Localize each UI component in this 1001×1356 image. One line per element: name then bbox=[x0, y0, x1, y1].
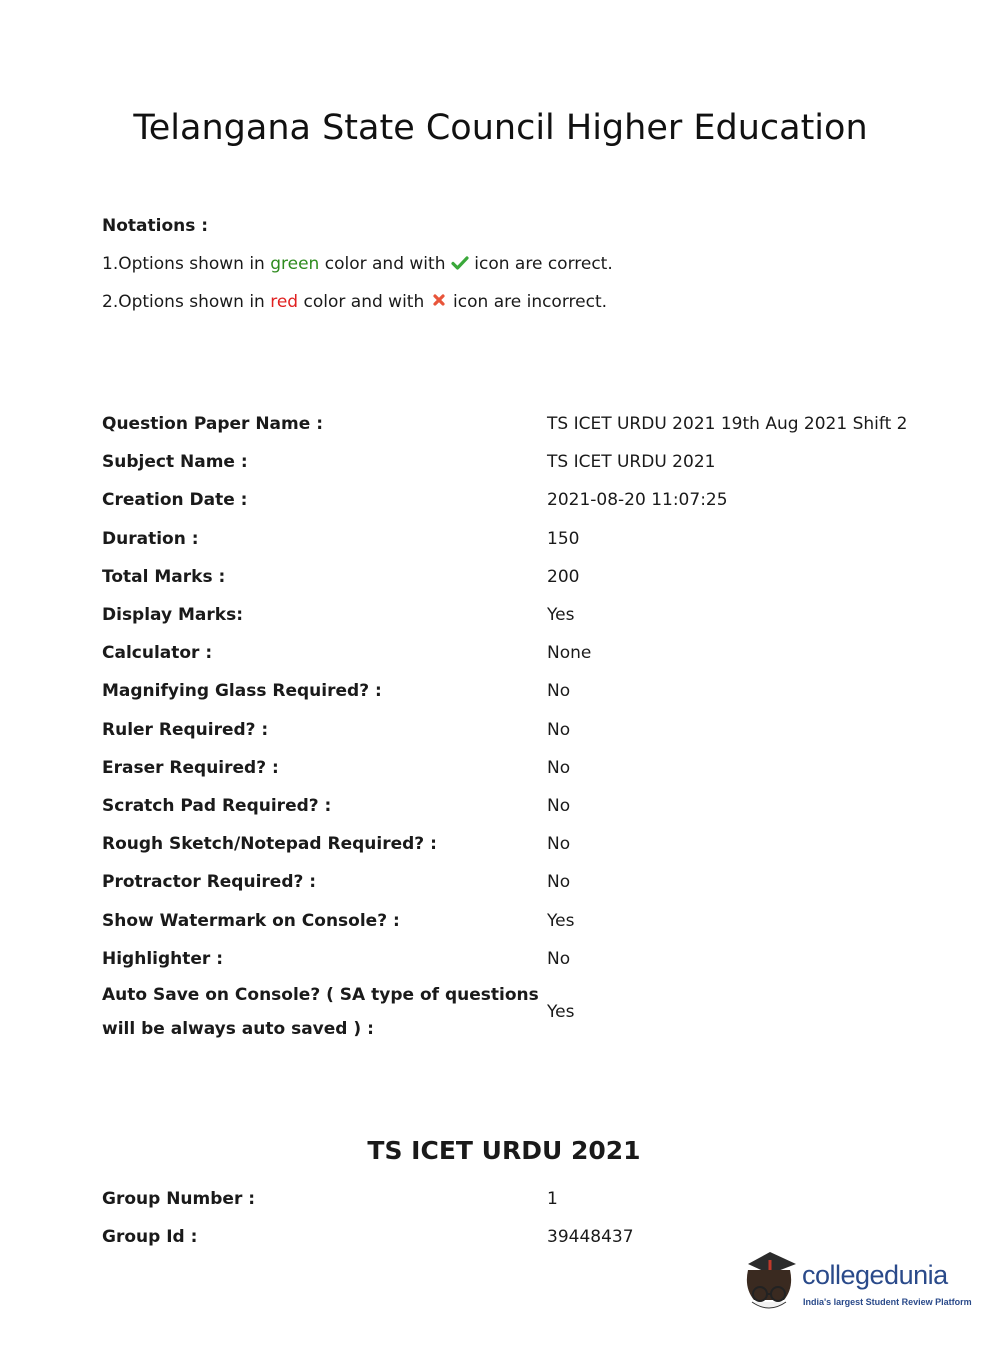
info-value: No bbox=[547, 681, 571, 702]
info-label: Ruler Required? : bbox=[102, 719, 269, 740]
info-label: Display Marks: bbox=[102, 605, 243, 626]
info-label: Highlighter : bbox=[102, 948, 224, 969]
group-label: Group Id : bbox=[102, 1227, 198, 1248]
mascot-icon bbox=[740, 1250, 800, 1316]
info-label: Rough Sketch/Notepad Required? : bbox=[102, 834, 437, 855]
info-label: Calculator : bbox=[102, 643, 213, 664]
info-value: No bbox=[547, 872, 571, 893]
info-row bbox=[102, 520, 927, 558]
info-row bbox=[102, 672, 927, 710]
info-label: Creation Date : bbox=[102, 490, 248, 511]
info-label: Auto Save on Console? ( SA type of questions will be always auto saved ) : bbox=[102, 984, 539, 1039]
paper-info-table bbox=[102, 405, 927, 1046]
info-row bbox=[102, 940, 927, 978]
group-label: Group Number : bbox=[102, 1189, 256, 1210]
group-row bbox=[102, 1180, 634, 1218]
green-word: green bbox=[270, 254, 320, 274]
info-label: Eraser Required? : bbox=[102, 757, 279, 778]
page-title: Telangana State Council Higher Education bbox=[133, 108, 868, 148]
group-value: 39448437 bbox=[547, 1227, 634, 1248]
info-value: Yes bbox=[547, 1001, 575, 1022]
logo-tagline: India's largest Student Review Platform bbox=[803, 1297, 972, 1307]
info-value: None bbox=[547, 643, 592, 664]
notation-text: icon are correct. bbox=[468, 254, 613, 274]
info-value: 150 bbox=[547, 528, 580, 549]
info-value: 2021-08-20 11:07:25 bbox=[547, 490, 728, 511]
cross-icon bbox=[430, 292, 448, 308]
collegedunia-logo bbox=[740, 1250, 972, 1320]
notation-incorrect bbox=[102, 290, 902, 314]
info-value: No bbox=[547, 719, 571, 740]
info-label: Total Marks : bbox=[102, 566, 226, 587]
notation-text: color and with bbox=[298, 292, 430, 312]
info-value: No bbox=[547, 795, 571, 816]
group-value: 1 bbox=[547, 1189, 558, 1210]
info-label: Show Watermark on Console? : bbox=[102, 910, 400, 931]
info-value: Yes bbox=[547, 605, 575, 626]
info-label: Protractor Required? : bbox=[102, 872, 317, 893]
info-label: Subject Name : bbox=[102, 452, 248, 473]
info-row bbox=[102, 978, 927, 1046]
notation-text: 1.Options shown in bbox=[102, 254, 271, 274]
check-icon bbox=[451, 254, 469, 270]
notation-text: 2.Options shown in bbox=[102, 292, 271, 312]
notations-section bbox=[102, 214, 902, 314]
group-row bbox=[102, 1218, 634, 1256]
info-row bbox=[102, 863, 927, 901]
info-value: No bbox=[547, 948, 571, 969]
info-row bbox=[102, 749, 927, 787]
red-word: red bbox=[270, 292, 299, 312]
info-row bbox=[102, 901, 927, 939]
info-row bbox=[102, 443, 927, 481]
logo-brand: collegedunia bbox=[802, 1260, 948, 1290]
info-value: TS ICET URDU 2021 19th Aug 2021 Shift 2 bbox=[547, 414, 908, 435]
info-row bbox=[102, 787, 927, 825]
info-value: 200 bbox=[547, 566, 580, 587]
info-row bbox=[102, 481, 927, 519]
info-label: Magnifying Glass Required? : bbox=[102, 681, 382, 702]
info-row bbox=[102, 634, 927, 672]
info-row bbox=[102, 405, 927, 443]
info-row bbox=[102, 711, 927, 749]
group-info-table bbox=[102, 1180, 634, 1256]
info-value: No bbox=[547, 834, 571, 855]
notations-heading: Notations : bbox=[102, 216, 209, 236]
info-value: Yes bbox=[547, 910, 575, 931]
notation-correct bbox=[102, 252, 902, 276]
info-label: Scratch Pad Required? : bbox=[102, 795, 332, 816]
info-label: Question Paper Name : bbox=[102, 414, 323, 435]
info-row bbox=[102, 596, 927, 634]
notation-text: color and with bbox=[319, 254, 451, 274]
notation-text: icon are incorrect. bbox=[447, 292, 608, 312]
info-value: No bbox=[547, 757, 571, 778]
info-row bbox=[102, 825, 927, 863]
info-value: TS ICET URDU 2021 bbox=[547, 452, 716, 473]
info-row bbox=[102, 558, 927, 596]
section-title: TS ICET URDU 2021 bbox=[367, 1136, 641, 1165]
info-label: Duration : bbox=[102, 528, 199, 549]
